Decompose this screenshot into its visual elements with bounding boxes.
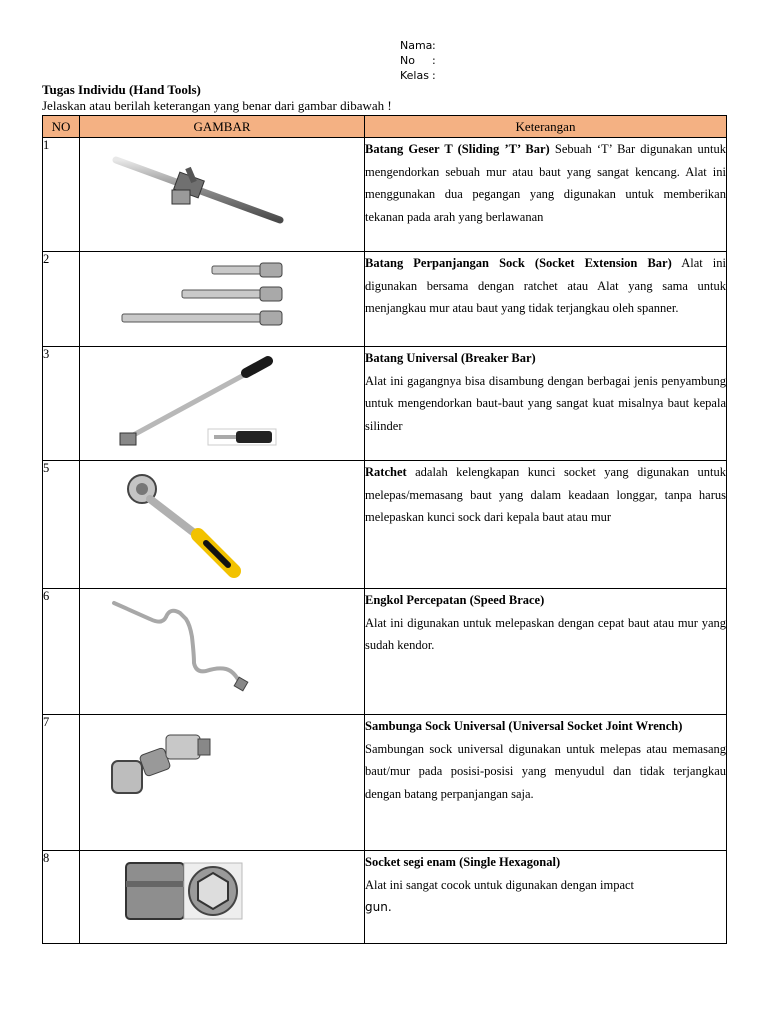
header-no: NO bbox=[43, 116, 80, 138]
description-cell bbox=[365, 461, 727, 589]
image-cell bbox=[80, 851, 365, 944]
no-field: No : bbox=[400, 54, 436, 67]
tool-description: Alat ini digunakan bersama dengan ratchet atau Alat yang sama untuk menjangkau mur atau baut yang tidak terjangkau oleh spanner. bbox=[365, 256, 727, 316]
header-keterangan: Keterangan bbox=[365, 116, 727, 138]
row-number: 1 bbox=[43, 138, 80, 252]
description-cell bbox=[365, 589, 727, 715]
nama-label: Nama bbox=[400, 39, 433, 52]
tool-description: Sebuah ‘T’ Bar digunakan untuk mengendorkan sebuah mur atau baut yang sangat kencang. Alat ini menggunakan dua pegangan yang digunakan untuk memberikan tekanan pada arah yang berlawanan bbox=[365, 142, 727, 224]
breaker-bar-icon bbox=[116, 351, 286, 451]
tools-table bbox=[42, 115, 727, 944]
student-fields bbox=[400, 38, 436, 83]
tool-title: Socket segi enam (Single Hexagonal) bbox=[365, 855, 561, 869]
row-number: 3 bbox=[43, 347, 80, 461]
description-cell bbox=[365, 715, 727, 851]
tool-description: Alat ini digunakan untuk melepaskan dengan cepat baut atau mur yang sudah kendor. bbox=[365, 615, 726, 653]
image-cell bbox=[80, 347, 365, 461]
page-title: Tugas Individu (Hand Tools) bbox=[42, 82, 201, 97]
row-number: 2 bbox=[43, 252, 80, 347]
tool-description-tail: gun. bbox=[365, 900, 392, 915]
table-row bbox=[43, 138, 727, 252]
extension-bar-icon bbox=[120, 258, 300, 338]
image-cell bbox=[80, 589, 365, 715]
description-cell bbox=[365, 347, 727, 461]
description-cell bbox=[365, 138, 727, 252]
nama-field: Nama : bbox=[400, 39, 436, 52]
table-row bbox=[43, 589, 727, 715]
no-label: No bbox=[400, 54, 415, 67]
instruction-text: Jelaskan atau berilah keterangan yang benar dari gambar dibawah ! bbox=[42, 98, 392, 113]
header-gambar: GAMBAR bbox=[80, 116, 365, 138]
hex-socket-icon bbox=[124, 859, 244, 923]
tool-title: Batang Universal (Breaker Bar) bbox=[365, 351, 536, 365]
table-row bbox=[43, 347, 727, 461]
tool-title: Batang Geser T (Sliding ’T’ Bar) bbox=[365, 142, 550, 156]
row-number: 5 bbox=[43, 461, 80, 589]
table-row bbox=[43, 461, 727, 589]
speed-brace-icon bbox=[110, 597, 260, 697]
tool-title: Sambunga Sock Universal (Universal Socket Joint Wrench) bbox=[365, 719, 683, 733]
table-row bbox=[43, 851, 727, 944]
ratchet-icon bbox=[122, 467, 252, 582]
description-cell bbox=[365, 252, 727, 347]
image-cell bbox=[80, 252, 365, 347]
tool-description: Sambungan sock universal digunakan untuk melepas atau memasang baut/mur pada posisi-posisi yang menyudul dan tidak terjangkau dengan batang perpanjangan saja. bbox=[365, 741, 726, 801]
row-number: 8 bbox=[43, 851, 80, 944]
table-row bbox=[43, 715, 727, 851]
image-cell bbox=[80, 138, 365, 252]
tool-title: Ratchet bbox=[365, 465, 407, 479]
universal-joint-icon bbox=[108, 723, 218, 803]
kelas-field: Kelas : bbox=[400, 69, 436, 82]
image-cell bbox=[80, 715, 365, 851]
description-cell bbox=[365, 851, 727, 944]
tool-description: Alat ini gagangnya bisa disambung dengan berbagai jenis penyambung untuk mengendorkan baut-baut yang sangat kuat misalnya baut kepala silinder bbox=[365, 373, 726, 433]
row-number: 7 bbox=[43, 715, 80, 851]
tool-description: adalah kelengkapan kunci socket yang digunakan untuk melepas/memasang baut yang dalam keadaan longgar, tanpa harus melepaskan kunci sock dari kepala baut atau mur bbox=[365, 465, 727, 525]
tool-title: Engkol Percepatan (Speed Brace) bbox=[365, 593, 545, 607]
row-number: 6 bbox=[43, 589, 80, 715]
t-bar-icon bbox=[108, 148, 288, 238]
table-header-row bbox=[43, 116, 727, 138]
table-row bbox=[43, 252, 727, 347]
tool-description: Alat ini sangat cocok untuk digunakan dengan impact bbox=[365, 877, 635, 892]
image-cell bbox=[80, 461, 365, 589]
tool-title: Batang Perpanjangan Sock (Socket Extension Bar) bbox=[365, 256, 672, 270]
kelas-label: Kelas bbox=[400, 69, 429, 82]
